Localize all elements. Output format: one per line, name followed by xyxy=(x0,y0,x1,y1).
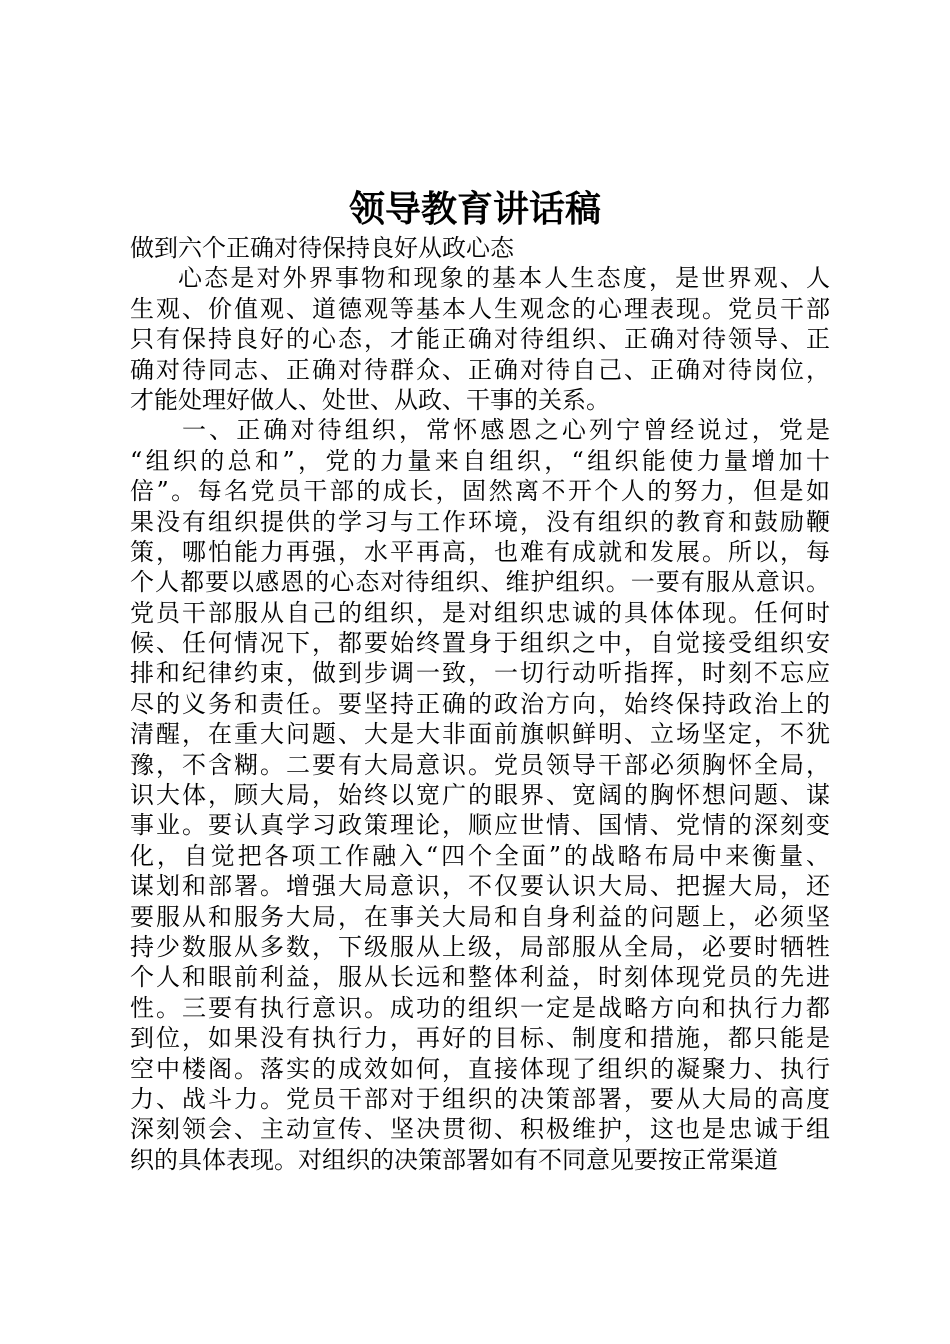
paragraph-line: 果没有组织提供的学习与工作环境，没有组织的教育和鼓励鞭 xyxy=(130,507,830,536)
paragraph-line: 到位，如果没有执行力，再好的目标、制度和措施，都只能是 xyxy=(130,1024,830,1053)
paragraph-line: 事业。要认真学习政策理论，顺应世情、国情、党情的深刻变 xyxy=(130,811,830,840)
paragraphs-container xyxy=(130,263,830,1175)
paragraph-line: 要服从和服务大局，在事关大局和自身利益的问题上，必须坚 xyxy=(130,902,830,931)
paragraph-line: 心态是对外界事物和现象的基本人生态度，是世界观、人 xyxy=(178,264,830,293)
paragraph-line: 个人都要以感恩的心态对待组织、维护组织。一要有服从意识。 xyxy=(130,568,830,597)
paragraph-line: 织的具体表现。对组织的决策部署如有不同意见要按正常渠道 xyxy=(130,1145,778,1174)
paragraph xyxy=(130,415,830,1175)
paragraph-line: 倍”。每名党员干部的成长，固然离不开个人的努力，但是如 xyxy=(130,477,830,506)
paragraph-line: 化，自觉把各项工作融入“四个全面”的战略布局中来衡量、 xyxy=(130,841,830,870)
paragraph-line: 一、正确对待组织，常怀感恩之心列宁曾经说过，党是 xyxy=(182,416,830,445)
paragraph-line: 深刻领会、主动宣传、坚决贯彻、积极维护，这也是忠诚于组 xyxy=(130,1115,830,1144)
paragraph-line: 候、任何情况下，都要始终置身于组织之中，自觉接受组织安 xyxy=(130,629,830,658)
paragraph-line: 力、战斗力。党员干部对于组织的决策部署，要从大局的高度 xyxy=(130,1084,830,1113)
paragraph-line: 才能处理好做人、处世、从政、干事的关系。 xyxy=(130,385,610,414)
paragraph xyxy=(130,263,830,415)
document-body xyxy=(130,233,830,1175)
paragraph-line: 个人和眼前利益，服从长远和整体利益，时刻体现党员的先进 xyxy=(130,963,830,992)
paragraph-line: 识大体，顾大局，始终以宽广的眼界、宽阔的胸怀想问题、谋 xyxy=(130,781,830,810)
paragraph-line: 空中楼阁。落实的成效如何，直接体现了组织的凝聚力、执行 xyxy=(130,1054,830,1083)
paragraph-line: 谋划和部署。增强大局意识，不仅要认识大局、把握大局，还 xyxy=(130,872,830,901)
paragraph-line: 豫，不含糊。二要有大局意识。党员领导干部必须胸怀全局， xyxy=(130,750,830,779)
paragraph-line: 持少数服从多数，下级服从上级，局部服从全局，必要时牺牲 xyxy=(130,932,830,961)
paragraph-line: 尽的义务和责任。要坚持正确的政治方向，始终保持政治上的 xyxy=(130,689,830,718)
document-title: 领导教育讲话稿 xyxy=(348,188,601,230)
paragraph-line: 策，哪怕能力再强，水平再高，也难有成就和发展。所以，每 xyxy=(130,537,830,566)
paragraph-line: 只有保持良好的心态，才能正确对待组织、正确对待领导、正 xyxy=(130,325,830,354)
paragraph-line: 排和纪律约束，做到步调一致，一切行动听指挥，时刻不忘应 xyxy=(130,659,830,688)
paragraph-line: 清醒，在重大问题、大是大非面前旗帜鲜明、立场坚定，不犹 xyxy=(130,720,830,749)
paragraph-line: “组织的总和”，党的力量来自组织，“组织能使力量增加十 xyxy=(130,446,830,475)
paragraph-line: 性。三要有执行意识。成功的组织一定是战略方向和执行力都 xyxy=(130,993,830,1022)
paragraph-line: 生观、价值观、道德观等基本人生观念的心理表现。党员干部 xyxy=(130,294,830,323)
subtitle-line: 做到六个正确对待保持良好从政心态 xyxy=(130,234,514,262)
paragraph-line: 党员干部服从自己的组织，是对组织忠诚的具体体现。任何时 xyxy=(130,598,830,627)
paragraph-line: 确对待同志、正确对待群众、正确对待自己、正确对待岗位， xyxy=(130,355,830,384)
